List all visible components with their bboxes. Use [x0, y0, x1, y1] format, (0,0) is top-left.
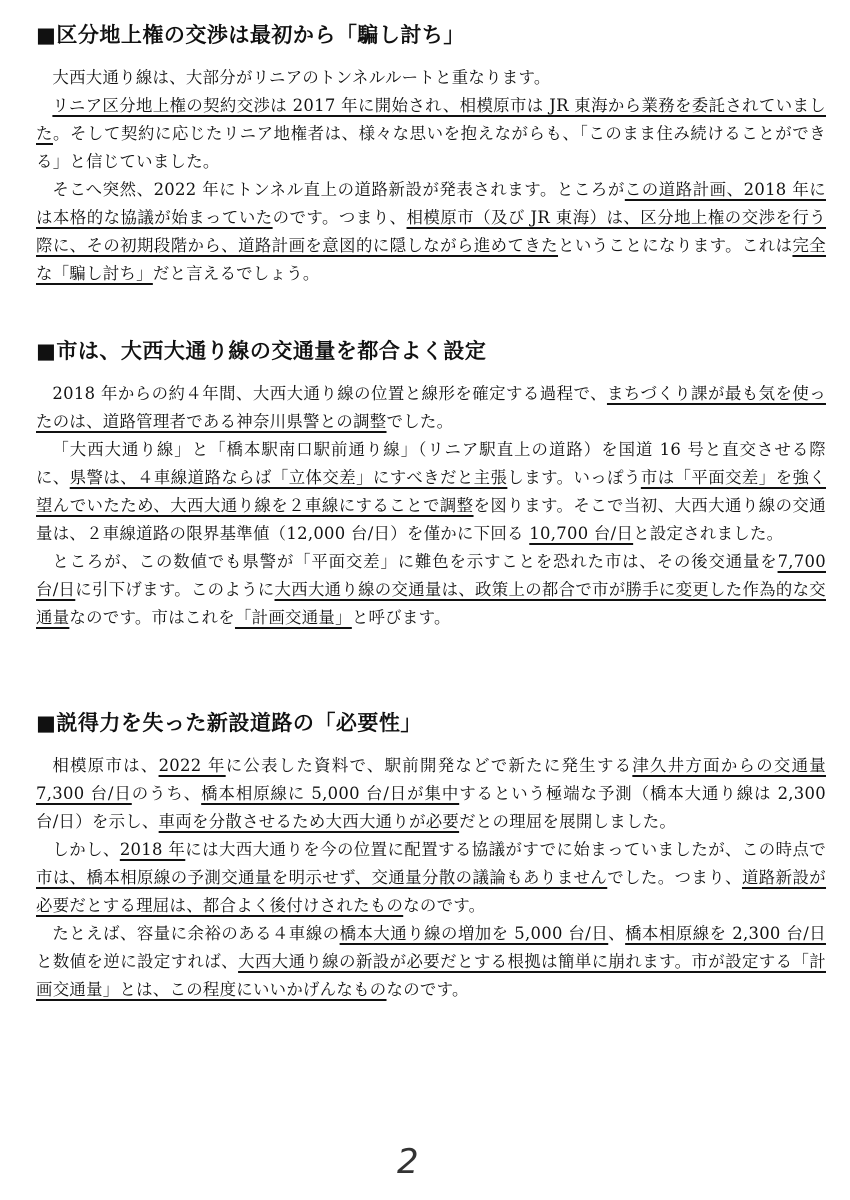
text-run: するという極端な予測（橋本大通り線は 2,300 台/日）を示し、 — [36, 784, 826, 831]
paragraph — [36, 92, 826, 176]
paragraph — [36, 548, 826, 632]
paragraph — [36, 920, 826, 1004]
underlined-text: リニア区分地上権の契約交渉は 2017 年に開始され、相模原市は JR 東海から業務を委託されていました — [36, 96, 826, 143]
section-body — [36, 752, 826, 1004]
underlined-text: 10,700 台/日 — [529, 524, 634, 543]
text-run: ということになります。これは — [558, 236, 793, 255]
text-run: ところが、この数値でも県警が「平面交差」に難色を示すことを恐れた市は、その後交通量を — [52, 552, 778, 571]
text-run: のうち、 — [131, 784, 202, 803]
text-run: しかし、 — [52, 840, 120, 859]
text-run: 「大西大通り線」と「橋本駅南口駅前通り線」（リニア駅直上の道路）を国道 16 号と直交させる際に、 — [36, 440, 826, 487]
section-1 — [36, 20, 826, 288]
text-run: 相模原市は、 — [52, 756, 159, 775]
section-body — [36, 64, 826, 288]
paragraph — [36, 436, 826, 548]
section-heading: ■市は、大西大通り線の交通量を都合よく設定 — [36, 339, 487, 363]
underlined-text: 相模原市（及び JR 東海）は、区分地上権の交渉を行う際に、その初期段階から、道路計画を意図的に隠しながら進めてきた — [36, 208, 827, 255]
paragraph — [36, 836, 826, 920]
text-run: には大西大通りを今の位置に配置する協議がすでに始まっていましたが、この時点で — [185, 840, 827, 859]
underlined-text: 市は「平面交差」を強く望んでいたため、大西大通り線を２車線にすることで調整 — [36, 468, 826, 515]
underlined-text: この道路計画、2018 年には本格的な協議が始まっていた — [36, 180, 826, 227]
underlined-text: 市は、橋本相原線の予測交通量を明示せず、交通量分散の議論もありません — [36, 868, 608, 887]
section-heading: ■説得力を失った新設道路の「必要性」 — [36, 711, 422, 735]
underlined-text: 7,700 台/日 — [36, 552, 826, 599]
underlined-text: 道路新設が必要だとする理屈は、都合よく後付けされたもの — [36, 868, 827, 915]
text-run: に公表した資料で、駅前開発などで新たに発生する — [225, 756, 633, 775]
text-run: します。いっぽう — [507, 468, 641, 487]
section-2 — [36, 336, 826, 632]
text-run: そこへ突然、2022 年にトンネル直上の道路新設が発表されます。ところが — [52, 180, 625, 199]
paragraph — [36, 64, 826, 92]
text-run: だと言えるでしょう。 — [152, 264, 320, 283]
underlined-text: 2022 年 — [158, 756, 226, 775]
underlined-text: 大西大通り線の交通量は、政策上の都合で市が勝手に変更した作為的な交通量 — [36, 580, 826, 627]
text-run: のです。つまり、 — [272, 208, 407, 227]
underlined-text: 完全な「騙し討ち」 — [36, 236, 826, 283]
page-number: 2 — [397, 1142, 419, 1182]
text-run: 大西大通り線は、大部分がリニアのトンネルルートと重なります。 — [52, 68, 551, 87]
underlined-text: まちづくり課が最も気を使ったのは、道路管理者である神奈川県警との調整 — [36, 384, 826, 431]
paragraph — [36, 176, 826, 288]
underlined-text: 橋本相原線に 5,000 台/日が集中 — [201, 784, 460, 803]
text-run: なのです。 — [386, 980, 469, 999]
underlined-text: 大西大通り線の新設が必要だとする根拠は簡単に崩れます。市が設定する「計画交通量」とは、この程度にいいかげんなもの — [36, 952, 826, 999]
text-run: と呼びます。 — [351, 608, 451, 627]
text-run: でした。 — [386, 412, 454, 431]
text-run: なのです。市はこれを — [69, 608, 235, 627]
section-body — [36, 380, 826, 632]
underlined-text: 車両を分散させるため大西大通りが必要 — [158, 812, 460, 831]
text-run: なのです。 — [403, 896, 486, 915]
section-3 — [36, 708, 826, 1004]
text-run: と設定されました。 — [633, 524, 784, 543]
underlined-text: 県警は、４車線道路ならば「立体交差」にすべきだと主張 — [69, 468, 508, 487]
text-run: でした。つまり、 — [607, 868, 742, 887]
underlined-text: 橋本相原線を 2,300 台/日 — [625, 924, 826, 943]
paragraph — [36, 380, 826, 436]
text-run: たとえば、容量に余裕のある４車線の — [52, 924, 340, 943]
section-heading: ■区分地上権の交渉は最初から「騙し討ち」 — [36, 23, 465, 47]
text-run: 2018 年からの約４年間、大西大通り線の位置と線形を確定する過程で、 — [52, 384, 607, 403]
underlined-text: 橋本大通り線の増加を 5,000 台/日 — [339, 924, 609, 943]
underlined-text: 「計画交通量」 — [234, 608, 352, 627]
text-run: を図ります。そこで当初、大西大通り線の交通量は、２車線道路の限界基準値（12,000 台/日）を僅かに下回る — [36, 496, 826, 543]
paragraph — [36, 752, 826, 836]
text-run: と数値を逆に設定すれば、 — [36, 952, 239, 971]
text-run: 。そして契約に応じたリニア地権者は、様々な思いを抱えながらも、「このまま住み続けることができる」と信じていました。 — [36, 124, 826, 171]
text-run: だとの理屈を展開しました。 — [459, 812, 677, 831]
text-run: 、 — [608, 924, 626, 943]
underlined-text: 津久井方面からの交通量 7,300 台/日 — [36, 756, 826, 803]
text-run: に引下げます。このように — [75, 580, 275, 599]
underlined-text: 2018 年 — [119, 840, 186, 859]
